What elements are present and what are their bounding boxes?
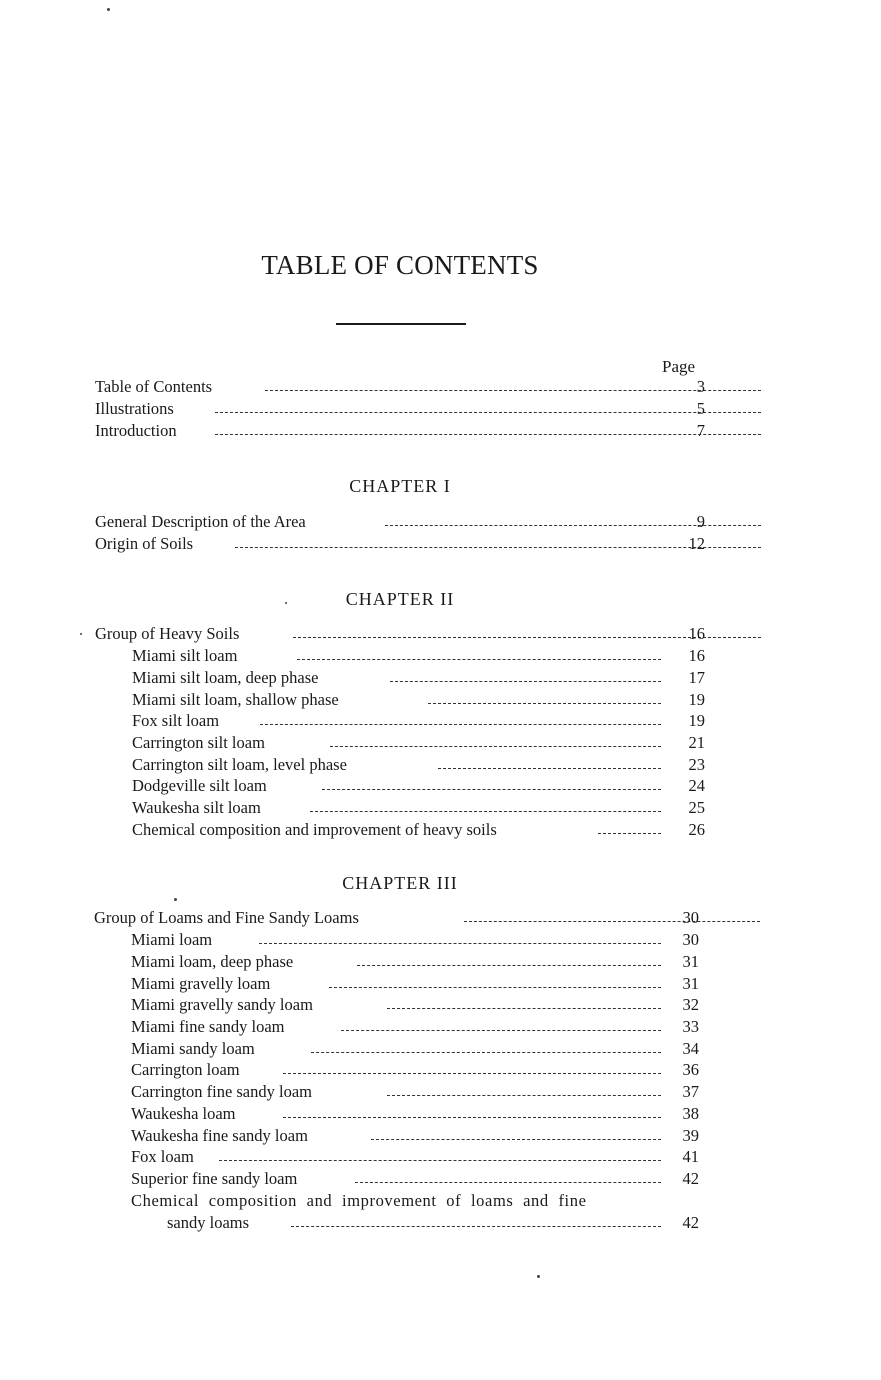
dot-leader xyxy=(387,1008,661,1009)
toc-entry xyxy=(132,667,705,689)
toc-entry-label: Miami sandy loam xyxy=(131,1038,261,1060)
toc-entry xyxy=(95,398,705,420)
dot-leader xyxy=(283,1073,661,1074)
toc-entry-page: 42 xyxy=(682,1213,699,1232)
toc-entry-label: Miami loam, deep phase xyxy=(131,951,299,973)
toc-entry xyxy=(95,623,705,645)
toc-entry-page: 24 xyxy=(688,776,705,795)
toc-entry-page: 30 xyxy=(682,908,699,927)
toc-entry xyxy=(131,1168,705,1190)
chapter-heading: CHAPTER III xyxy=(342,873,458,893)
toc-entry-label: Illustrations xyxy=(95,398,180,420)
scan-speck xyxy=(285,602,287,604)
toc-entry-page: 33 xyxy=(682,1017,699,1036)
toc-entry-label: Fox silt loam xyxy=(132,710,225,732)
toc-entry-page: 30 xyxy=(682,930,699,949)
toc-entry-page: 31 xyxy=(682,974,699,993)
page-title: TABLE OF CONTENTS xyxy=(261,250,539,280)
toc-entry-page: 38 xyxy=(682,1104,699,1123)
toc-entry-page: 32 xyxy=(682,995,699,1014)
toc-entry-label: Dodgeville silt loam xyxy=(132,775,273,797)
dot-leader xyxy=(322,789,661,790)
toc-entry xyxy=(131,994,705,1016)
toc-entry xyxy=(131,1081,705,1103)
chapter-heading: CHAPTER II xyxy=(345,589,455,609)
toc-entry-page: 16 xyxy=(688,624,705,643)
toc-entry xyxy=(131,1059,705,1081)
dot-leader xyxy=(428,703,661,704)
toc-entry-page: 41 xyxy=(682,1147,699,1166)
toc-entry-label: Superior fine sandy loam xyxy=(131,1168,303,1190)
toc-entry-label: Waukesha silt loam xyxy=(132,797,267,819)
dot-leader xyxy=(219,1160,661,1161)
dot-leader xyxy=(598,833,661,834)
toc-entry-page: 19 xyxy=(688,690,705,709)
toc-entry xyxy=(95,511,705,533)
toc-entry-label: Miami fine sandy loam xyxy=(131,1016,291,1038)
toc-entry xyxy=(131,1146,705,1168)
toc-entry-label: Group of Loams and Fine Sandy Loams xyxy=(94,907,365,929)
toc-entry-page: 12 xyxy=(688,534,705,553)
toc-entry-label: Chemical composition and improvement of heavy soils xyxy=(132,820,497,839)
toc-entry-page: 39 xyxy=(682,1126,699,1145)
dot-leader xyxy=(330,746,661,747)
toc-entry xyxy=(131,973,705,995)
toc-entry xyxy=(132,689,705,711)
toc-entry-label: Chemical composition and improvement of loams and fine xyxy=(131,1191,587,1210)
toc-entry-page: 19 xyxy=(688,711,705,730)
toc-entry xyxy=(132,710,705,732)
toc-entry-page: 5 xyxy=(696,399,705,418)
toc-entry-label: Miami gravelly loam xyxy=(131,973,276,995)
scan-speck xyxy=(107,8,110,11)
dot-leader xyxy=(297,659,661,660)
toc-entry-label: Carrington fine sandy loam xyxy=(131,1081,318,1103)
toc-entry xyxy=(132,754,705,776)
toc-entry xyxy=(132,819,705,841)
toc-entry-page: 16 xyxy=(688,646,705,665)
toc-entry-page: 7 xyxy=(696,421,705,440)
toc-entry-page: 36 xyxy=(682,1060,699,1079)
toc-entry-page: 26 xyxy=(688,820,705,839)
toc-entry xyxy=(131,1016,705,1038)
toc-entry xyxy=(95,376,705,398)
toc-entry-page: 23 xyxy=(688,755,705,774)
toc-entry xyxy=(167,1212,705,1234)
scan-speck xyxy=(174,898,177,901)
dot-leader xyxy=(260,724,661,725)
scan-speck xyxy=(537,1275,540,1278)
toc-entry-page: 31 xyxy=(682,952,699,971)
dot-leader xyxy=(357,965,661,966)
toc-entry-label: Fox loam xyxy=(131,1146,200,1168)
toc-entry-label: Carrington loam xyxy=(131,1059,246,1081)
toc-entry-page: 42 xyxy=(682,1169,699,1188)
dot-leader xyxy=(311,1052,661,1053)
page-column-heading: Page xyxy=(662,357,696,376)
dot-leader xyxy=(390,681,661,682)
title-rule xyxy=(336,323,466,325)
toc-entry-label: General Description of the Area xyxy=(95,511,312,533)
toc-entry-label: Miami silt loam xyxy=(132,645,243,667)
toc-entry-label: sandy loams xyxy=(167,1212,255,1234)
toc-entry-page: 34 xyxy=(682,1039,699,1058)
dot-leader xyxy=(355,1182,661,1183)
chapter-heading: CHAPTER I xyxy=(349,476,451,496)
dot-leader xyxy=(438,768,661,769)
toc-entry-label: Carrington silt loam xyxy=(132,732,271,754)
toc-entry-label: Waukesha fine sandy loam xyxy=(131,1125,314,1147)
toc-entry xyxy=(131,1038,705,1060)
toc-entry xyxy=(132,775,705,797)
dot-leader xyxy=(310,811,661,812)
toc-entry-page: 37 xyxy=(682,1082,699,1101)
toc-entry xyxy=(132,797,705,819)
toc-entry-label: Miami loam xyxy=(131,929,218,951)
toc-entry xyxy=(94,907,705,929)
toc-entry xyxy=(131,1125,705,1147)
toc-entry-label: Table of Contents xyxy=(95,376,218,398)
dot-leader xyxy=(371,1139,661,1140)
toc-entry-page: 21 xyxy=(688,733,705,752)
toc-entry-label: Miami silt loam, shallow phase xyxy=(132,689,345,711)
toc-entry-page: 9 xyxy=(696,512,705,531)
dot-leader xyxy=(329,987,661,988)
dot-leader xyxy=(464,921,760,922)
toc-entry-label: Miami silt loam, deep phase xyxy=(132,667,325,689)
dot-leader xyxy=(283,1117,661,1118)
toc-entry xyxy=(95,533,705,555)
toc-entry xyxy=(131,1103,705,1125)
toc-entry-page: 3 xyxy=(696,377,705,396)
dot-leader xyxy=(259,943,661,944)
dot-leader xyxy=(341,1030,661,1031)
toc-entry-label: Miami gravelly sandy loam xyxy=(131,994,319,1016)
toc-entry-label: Waukesha loam xyxy=(131,1103,242,1125)
toc-entry xyxy=(132,732,705,754)
scan-speck xyxy=(80,633,82,635)
dot-leader xyxy=(291,1226,661,1227)
toc-entry-label: Carrington silt loam, level phase xyxy=(132,754,353,776)
dot-leader xyxy=(387,1095,661,1096)
toc-entry-page: 17 xyxy=(688,668,705,687)
toc-entry-page: 25 xyxy=(688,798,705,817)
toc-entry xyxy=(95,420,705,442)
toc-entry-label: Origin of Soils xyxy=(95,533,199,555)
toc-entry xyxy=(131,951,705,973)
toc-entry-label: Introduction xyxy=(95,420,183,442)
toc-entry xyxy=(131,929,705,951)
toc-entry-label: Group of Heavy Soils xyxy=(95,623,245,645)
toc-entry xyxy=(132,645,705,667)
